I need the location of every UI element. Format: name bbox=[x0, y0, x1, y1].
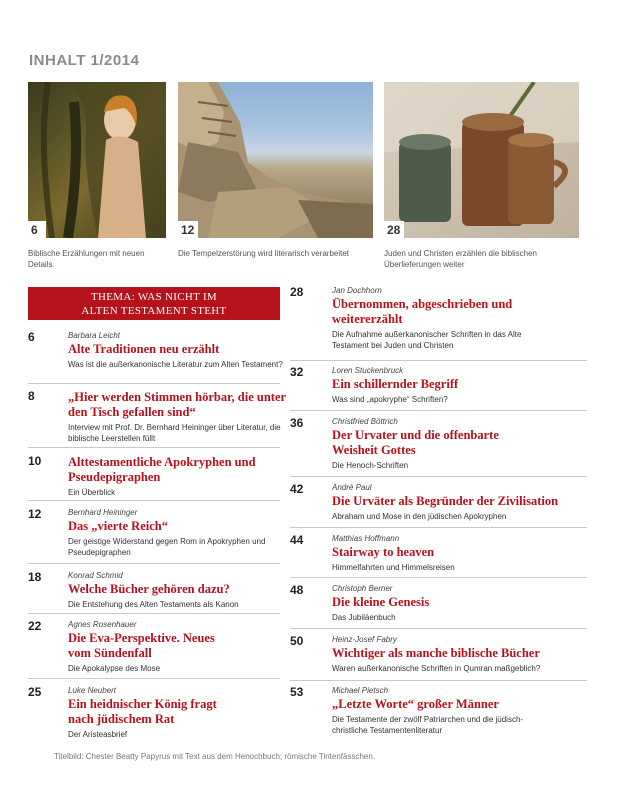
cover-credit: Titelbild: Chester Beatty Papyrus mit Text aus dem Henochbuch; römische Tintenfässchen. bbox=[54, 752, 376, 761]
author: Barbara Leicht bbox=[68, 331, 121, 340]
page-number: 36 bbox=[290, 416, 304, 430]
divider bbox=[28, 447, 280, 448]
article-title: Die Urväter als Begründer der Zivilisation bbox=[332, 494, 559, 508]
article-description: Die Testamente der zwölf Patriarchen und die jüdisch-christliche Testamentenliteratur bbox=[332, 715, 524, 735]
thema-line-2: ALTEN TESTAMENT STEHT bbox=[81, 305, 227, 317]
divider bbox=[28, 383, 280, 384]
photo-caption: Juden und Christen erzählen die biblischen Überlieferungen weiter bbox=[384, 249, 537, 269]
photo-page-number: 6 bbox=[28, 221, 46, 238]
author: Bernhard Heininger bbox=[68, 508, 138, 517]
divider bbox=[290, 360, 587, 361]
article-title: Ein schillernder Begriff bbox=[332, 377, 459, 391]
article-description: Himmelfahrten und Himmelsreisen bbox=[332, 563, 455, 572]
author: Heinz-Josef Fabry bbox=[332, 635, 397, 644]
photo-page-number: 28 bbox=[384, 221, 404, 238]
divider bbox=[28, 563, 280, 564]
article-description: Der geistige Widerstand gegen Rom in Apokryphen und Pseudepigraphen bbox=[68, 537, 266, 557]
author: Jan Dochhorn bbox=[332, 286, 382, 295]
author: Christoph Berner bbox=[332, 584, 393, 593]
article-description: Abraham und Mose in den jüdischen Apokryphen bbox=[332, 512, 507, 521]
article-title: Welche Bücher gehören dazu? bbox=[68, 582, 230, 596]
painting-illustration bbox=[28, 82, 166, 238]
article-description: Waren außerkanonische Schriften in Qumran maßgeblich? bbox=[332, 664, 541, 673]
page-number: 42 bbox=[290, 482, 304, 496]
page-number: 32 bbox=[290, 365, 304, 379]
divider bbox=[290, 577, 587, 578]
photo-caption: Die Tempelzerstörung wird literarisch verarbeitet bbox=[178, 249, 350, 258]
author: Agnes Rosenhauer bbox=[68, 620, 137, 629]
article-description: Interview mit Prof. Dr. Bernhard Heininger über Literatur, die biblische Leerstellen füllt bbox=[68, 423, 281, 443]
page-number: 48 bbox=[290, 583, 304, 597]
page-number: 22 bbox=[28, 619, 42, 633]
article-description: Das Jubiläenbuch bbox=[332, 613, 396, 622]
page-number: 18 bbox=[28, 570, 42, 584]
divider bbox=[290, 476, 587, 477]
divider bbox=[28, 613, 280, 614]
author: André Paul bbox=[332, 483, 372, 492]
page-number: 10 bbox=[28, 454, 42, 468]
photo-painting bbox=[28, 82, 166, 238]
article-title: Ein heidnischer König fragt nach jüdischem Rat bbox=[68, 697, 217, 726]
author: Matthias Hoffmann bbox=[332, 534, 400, 543]
thema-line-1: THEMA: WAS NICHT IM bbox=[91, 291, 217, 303]
photo-inkwells bbox=[384, 82, 579, 238]
author: Loren Stuckenbruck bbox=[332, 366, 404, 375]
page-number: 53 bbox=[290, 685, 304, 699]
page-title: INHALT 1/2014 bbox=[29, 52, 140, 69]
article-description: Was ist die außerkanonische Literatur zum Alten Testament? bbox=[68, 360, 283, 369]
photo-ruins bbox=[178, 82, 373, 238]
author: Michael Pietsch bbox=[332, 686, 389, 695]
article-title: Alte Traditionen neu erzählt bbox=[68, 342, 220, 356]
article-title: Die kleine Genesis bbox=[332, 595, 430, 609]
page-number: 12 bbox=[28, 507, 42, 521]
photo-page-number: 12 bbox=[178, 221, 198, 238]
divider bbox=[290, 680, 587, 681]
article-title: Alttestamentliche Apokryphen und Pseudepigraphen bbox=[68, 455, 256, 484]
article-title: „Letzte Worte“ großer Männer bbox=[332, 697, 499, 711]
author: Christfried Böttrich bbox=[332, 417, 398, 426]
divider bbox=[290, 628, 587, 629]
author: Konrad Schmid bbox=[68, 571, 123, 580]
divider bbox=[28, 678, 280, 679]
article-description: Die Henoch-Schriften bbox=[332, 461, 409, 470]
article-description: Die Aufnahme außerkanonischer Schriften in das Alte Testament bei Juden und Christen bbox=[332, 330, 522, 350]
page-number: 44 bbox=[290, 533, 304, 547]
divider bbox=[290, 527, 587, 528]
page-number: 6 bbox=[28, 330, 35, 344]
thema-banner bbox=[28, 287, 280, 320]
photo-caption: Biblische Erzählungen mit neuen Details bbox=[28, 249, 145, 269]
article-title: Die Eva-Perspektive. Neues vom Sündenfall bbox=[68, 631, 215, 660]
article-title: Der Urvater und die offenbarte Weisheit Gottes bbox=[332, 428, 499, 457]
ruins-illustration bbox=[178, 82, 373, 238]
page-number: 28 bbox=[290, 285, 304, 299]
article-description: Ein Überblick bbox=[68, 488, 116, 497]
inkwells-illustration bbox=[384, 82, 579, 238]
article-description: Was sind „apokryphe“ Schriften? bbox=[332, 395, 448, 404]
article-title: Wichtiger als manche biblische Bücher bbox=[332, 646, 540, 660]
page-number: 8 bbox=[28, 389, 35, 403]
article-title: „Hier werden Stimmen hörbar, die unter den Tisch gefallen sind“ bbox=[68, 390, 286, 419]
article-title: Übernommen, abgeschrieben und weitererzählt bbox=[332, 297, 513, 326]
article-description: Die Entstehung des Alten Testaments als Kanon bbox=[68, 600, 239, 609]
article-title: Das „vierte Reich“ bbox=[68, 519, 168, 533]
divider bbox=[28, 500, 280, 501]
author: Luke Neubert bbox=[68, 686, 117, 695]
page-number: 25 bbox=[28, 685, 42, 699]
article-description: Der Aristeasbrief bbox=[68, 730, 128, 739]
divider bbox=[290, 410, 587, 411]
article-title: Stairway to heaven bbox=[332, 545, 435, 559]
article-description: Die Apokalypse des Mose bbox=[68, 664, 161, 673]
page-number: 50 bbox=[290, 634, 304, 648]
